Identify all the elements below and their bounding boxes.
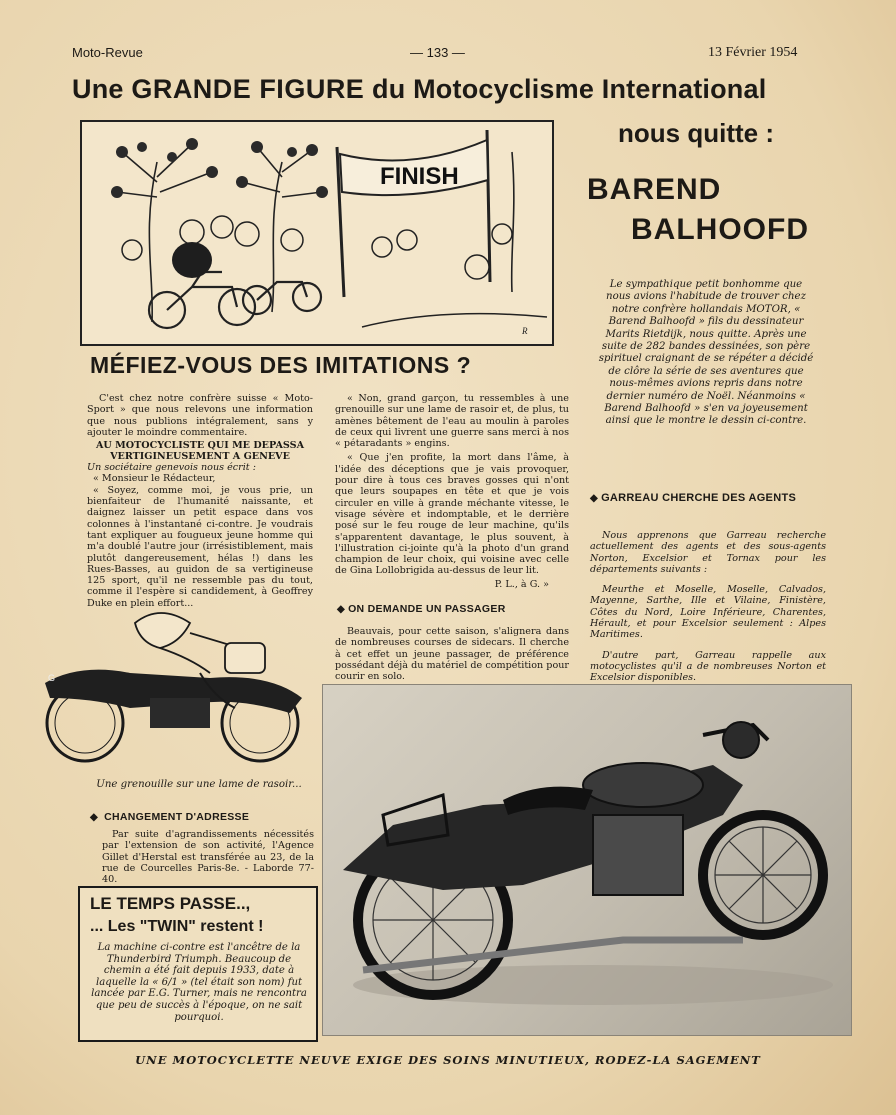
- garreau-paragraph-1: Nous apprenons que Garreau recherche actuellement des agents et des sous-agents Norton, Excelsior et Tornax pour les départements suivants :: [590, 530, 826, 575]
- imitations-intro: C'est chez notre confrère suisse « Moto-Sport » que nous relevons une information que nous publions intégralement, sans y ajouter le moindre commentaire.: [87, 393, 313, 438]
- garreau-heading: [590, 489, 815, 508]
- main-headline: [72, 74, 766, 105]
- imitations-reader-line: Un sociétaire genevois nous écrit :: [87, 462, 256, 474]
- finish-banner-text: FINISH: [380, 163, 459, 190]
- headline-part-c: du Motocyclisme International: [364, 74, 767, 104]
- svg-text:R: R: [522, 326, 528, 336]
- triumph-6-1-photo: [322, 684, 852, 1036]
- headline-name-last: BALHOOFD: [631, 213, 809, 246]
- temps-passe-box: [78, 886, 318, 1042]
- garreau-article: [590, 530, 826, 684]
- imitations-paragraph-1: « Soyez, comme moi, je vous prie, un bienfaiteur de l'humanité naissante, et daignez laisser un petit espace dans vos colonnes à l'instantané ci-contre. Je voudrais tant expliquer au fougueux jeune homme qui m'a doublé l'autre jour (irrésistiblement, mais plutôt dangereusement, hélas !) dans les Rues-Basses, au guidon de sa vertigineuse 125 sport, qu'il ne ressemble pas du tout, comme il l'espère si candidement, à Geoffrey Duke en plein effort...: [87, 484, 313, 609]
- svg-text:G: G: [48, 673, 56, 683]
- passager-text: Beauvais, pour cette saison, s'alignera dans de nombreuses courses de sidecars. Il cherche à cet effet un jeune passager, de préférence possédant déjà du matériel de compétition pour courir en solo.: [335, 626, 569, 683]
- barend-article-text: Le sympathique petit bonhomme que nous avions l'habitude de trouver chez notre confrère hollandais MOTOR, « Barend Balhoofd » fils du dessinateur Marits Rietdijk, nous quitte. Après une suite de 282 bandes dessinées, son père spirituel craignant de se répéter a décidé de clôre la série de ses aventures que nous-mêmes avions repris dans notre dernier numéro de Noël. Néanmoins « Barend Balhoofd » s'en va joyeusement ainsi que le montre le dessin ci-contre.: [598, 279, 814, 427]
- magazine-name: Moto-Revue: [72, 45, 143, 60]
- garreau-paragraph-2: Meurthe et Moselle, Moselle, Calvados, Mayenne, Sarthe, Ille et Vilaine, Finistère, Côtes du Nord, Loire Inférieure, Charentes, Hérault, et pour Excelsior seulement : Alpes Maritimes.: [590, 584, 826, 641]
- imitations-column-1: [87, 393, 313, 609]
- diamond-bullet-icon: ◆: [337, 604, 349, 615]
- adresse-heading-text: CHANGEMENT D'ADRESSE: [104, 811, 250, 823]
- temps-passe-title: LE TEMPS PASSE..,: [90, 894, 251, 913]
- page-number: — 133 —: [410, 45, 465, 60]
- passager-heading-text: ON DEMANDE UN PASSAGER: [348, 603, 506, 615]
- adresse-text: Par suite d'agrandissements nécessités par l'extension de son activité, l'Agence Gillet d'Herstal est transférée au 23, de la rue de Courcelles Paris-8e. - Laborde 77-40.: [102, 829, 314, 886]
- garreau-heading-text: GARREAU CHERCHE DES AGENTS: [601, 492, 797, 504]
- imitations-salutation: « Monsieur le Rédacteur,: [93, 473, 216, 485]
- headline-part-b: GRANDE FIGURE: [131, 74, 365, 104]
- imitations-title: MÉFIEZ-VOUS DES IMITATIONS ?: [90, 352, 472, 378]
- imitations-column-2: [335, 393, 569, 590]
- imitations-paragraph-2: « Non, grand garçon, tu ressembles à une grenouille sur une lame de rasoir et, de plus, tu amènes bêtement de l'eau au moulin à paroles de ceux qui livrent une guerre sans merci à nos « pétaradants » engins.: [335, 393, 569, 450]
- adresse-heading: [90, 811, 249, 823]
- issue-date: 13 Février 1954: [708, 45, 798, 60]
- passager-heading: [337, 603, 506, 615]
- temps-passe-subtitle: ... Les "TWIN" restent !: [90, 918, 264, 935]
- finish-cartoon-illustration: [80, 120, 554, 346]
- headline-part-a: Une: [72, 74, 132, 104]
- frog-motorcycle-illustration: [40, 603, 310, 773]
- temps-passe-text: La machine ci-contre est l'ancêtre de la Thunderbird Triumph. Beaucoup de chemin a été fait depuis 1933, date à laquelle la « 6/1 » (tel était son nom) fut lancée par E.G. Turner, mais ne rencontra que peu de succès à l'époque, on ne sait pourquoi.: [91, 942, 307, 1023]
- footer-slogan: UNE MOTOCYCLETTE NEUVE EXIGE DES SOINS MINUTIEUX, RODEZ-LA SAGEMENT: [135, 1053, 761, 1067]
- frog-caption: Une grenouille sur une lame de rasoir...: [96, 779, 302, 790]
- imitations-subhead: AU MOTOCYCLISTE QUI ME DEPASSA VERTIGINEUSEMENT A GENEVE: [95, 440, 305, 462]
- diamond-bullet-icon: ◆: [590, 493, 602, 504]
- diamond-bullet-icon: ◆: [90, 812, 105, 823]
- headline-name-first: BAREND: [587, 173, 722, 206]
- headline-line2: nous quitte :: [618, 118, 774, 148]
- garreau-paragraph-3: D'autre part, Garreau rappelle aux motocyclistes qu'il a de nombreuses Norton et Excelsior disponibles.: [590, 649, 826, 684]
- imitations-signature: P. L., à G. »: [494, 578, 549, 590]
- imitations-paragraph-3: « Que j'en profite, la mort dans l'âme, à l'idée des déceptions que je vais provoquer, pour dire à tous ces braves gosses qui n'ont que leurs soupapes en tête et que je vois circuler en ville à grande méchante vitesse, le visage sévère et indomptable, et le derrière posé sur le feu rouge de leur machine, qu'ils s'apparentent davantage, le plus souvent, à l'illustration ci-jointe qu'à la photo d'un grand champion de leur choix, qui voisine avec celle de Gina Lollobrigida au-dessus de leur lit.: [335, 452, 569, 577]
